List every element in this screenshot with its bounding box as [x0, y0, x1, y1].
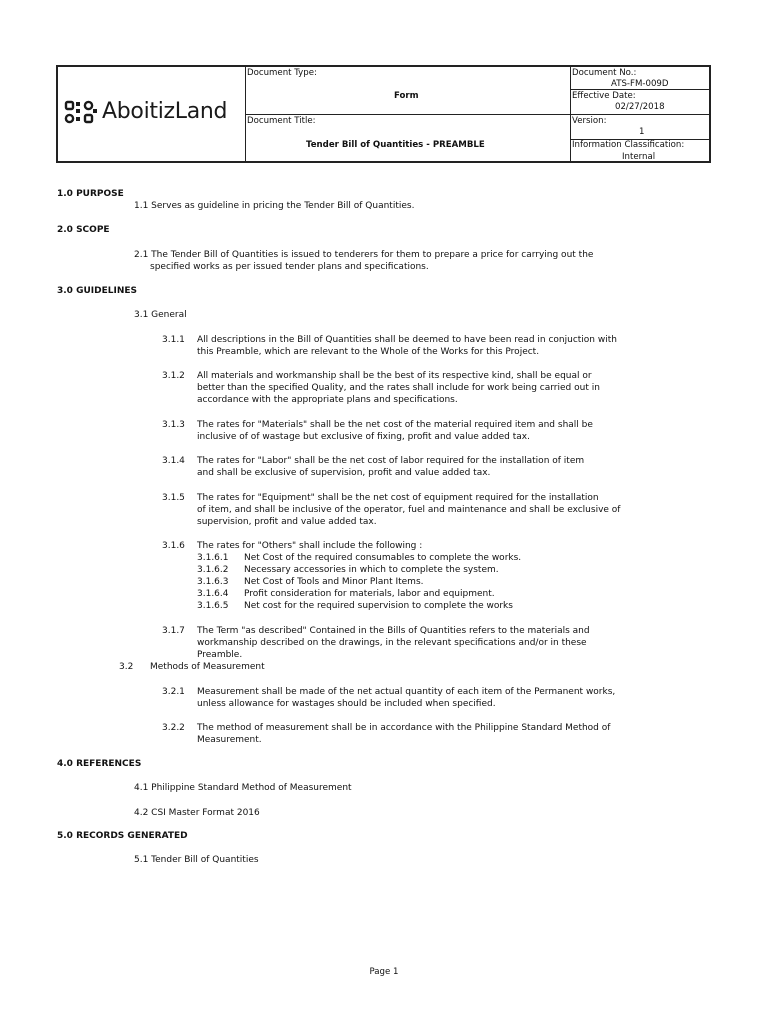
- guidelines-heading: 3.0 GUIDELINES: [57, 286, 137, 296]
- item-text: The method of measurement shall be in accordance with the Philippine Standard Method of: [197, 723, 611, 733]
- item-text: better than the specified Quality, and the rates shall include for work being carried out in: [197, 383, 600, 393]
- aboitizland-logo-icon: [64, 100, 98, 124]
- item-number: 3.1.7: [162, 626, 185, 636]
- item-number: 3.1.4: [162, 456, 185, 466]
- item-text: The rates for "Materials" shall be the net cost of the material required item and shall be: [197, 420, 593, 430]
- item-number: 3.2.2: [162, 723, 185, 733]
- item-text: Measurement.: [197, 735, 262, 745]
- item-text: accordance with the appropriate plans and specifications.: [197, 395, 458, 405]
- page-number: Page 1: [369, 967, 399, 977]
- methods-subheading: Methods of Measurement: [150, 662, 265, 672]
- item-text: Measurement shall be made of the net actual quantity of each item of the Permanent works,: [197, 687, 616, 697]
- item-number: 3.2.1: [162, 687, 185, 697]
- document-type-label: Document Type:: [247, 68, 317, 78]
- item-text: and shall be exclusive of supervision, profit and value added tax.: [197, 468, 491, 478]
- document-no-label: Document No.:: [572, 68, 637, 78]
- subitem-text: Net Cost of Tools and Minor Plant Items.: [244, 577, 424, 587]
- item-number: 3.1.2: [162, 371, 185, 381]
- item-text: The rates for "Labor" shall be the net cost of labor required for the installation of item: [197, 456, 585, 466]
- reference-item: 4.1 Philippine Standard Method of Measurement: [134, 783, 352, 793]
- scope-heading: 2.0 SCOPE: [57, 225, 110, 235]
- item-number: 3.1.5: [162, 493, 185, 503]
- subitem-text: Profit consideration for materials, labor and equipment.: [244, 589, 495, 599]
- references-heading: 4.0 REFERENCES: [57, 759, 142, 769]
- item-text: workmanship described on the drawings, in the relevant specifications and/or in these: [197, 638, 587, 648]
- general-subheading: 3.1 General: [134, 310, 187, 320]
- scope-text-line2: specified works as per issued tender plans and specifications.: [150, 262, 429, 272]
- subitem-text: Net cost for the required supervision to complete the works: [244, 601, 513, 611]
- effective-date-value: 02/27/2018: [615, 102, 665, 112]
- record-item: 5.1 Tender Bill of Quantities: [134, 855, 259, 865]
- purpose-text: 1.1 Serves as guideline in pricing the Tender Bill of Quantities.: [134, 201, 415, 211]
- item-text: Preamble.: [197, 650, 243, 660]
- item-number: 3.1.1: [162, 335, 185, 345]
- document-type-value: Form: [394, 91, 419, 101]
- item-number: 3.1.3: [162, 420, 185, 430]
- item-text: inclusive of of wastage but exclusive of fixing, profit and value added tax.: [197, 432, 530, 442]
- version-label: Version:: [572, 116, 607, 126]
- company-name: AboitizLand: [102, 99, 228, 124]
- item-text: All materials and workmanship shall be the best of its respective kind, shall be equal or: [197, 371, 592, 381]
- document-no-value: ATS-FM-009D: [611, 79, 669, 89]
- classification-label: Information Classification:: [572, 140, 685, 150]
- subitem-number: 3.1.6.3: [197, 577, 229, 587]
- effective-date-label: Effective Date:: [572, 91, 636, 101]
- document-title-label: Document Title:: [247, 116, 316, 126]
- reference-item: 4.2 CSI Master Format 2016: [134, 808, 260, 818]
- item-text: All descriptions in the Bill of Quantities shall be deemed to have been read in conjuction with: [197, 335, 617, 345]
- item-text: The rates for "Equipment" shall be the net cost of equipment required for the installation: [197, 493, 599, 503]
- subitem-text: Net Cost of the required consumables to complete the works.: [244, 553, 522, 563]
- scope-text-line1: 2.1 The Tender Bill of Quantities is issued to tenderers for them to prepare a price for carrying out the: [134, 250, 594, 260]
- document-header: [56, 65, 711, 163]
- purpose-heading: 1.0 PURPOSE: [57, 189, 124, 199]
- subitem-text: Necessary accessories in which to complete the system.: [244, 565, 499, 575]
- subitem-number: 3.1.6.4: [197, 589, 229, 599]
- subitem-number: 3.1.6.2: [197, 565, 229, 575]
- classification-value: Internal: [622, 152, 656, 162]
- records-heading: 5.0 RECORDS GENERATED: [57, 831, 188, 841]
- subitem-number: 3.1.6.1: [197, 553, 229, 563]
- item-text: unless allowance for wastages should be included when specified.: [197, 699, 496, 709]
- item-text: The rates for "Others" shall include the following :: [197, 541, 423, 551]
- item-text: The Term "as described" Contained in the Bills of Quantities refers to the materials and: [197, 626, 590, 636]
- methods-number: 3.2: [119, 662, 134, 672]
- item-text: of item, and shall be inclusive of the operator, fuel and maintenance and shall be exclusive of: [197, 505, 621, 515]
- item-text: supervision, profit and value added tax.: [197, 517, 377, 527]
- subitem-number: 3.1.6.5: [197, 601, 229, 611]
- document-title-value: Tender Bill of Quantities - PREAMBLE: [306, 140, 485, 150]
- item-number: 3.1.6: [162, 541, 185, 551]
- company-logo: [64, 97, 240, 127]
- version-value: 1: [639, 127, 645, 137]
- item-text: this Preamble, which are relevant to the Whole of the Works for this Project.: [197, 347, 540, 357]
